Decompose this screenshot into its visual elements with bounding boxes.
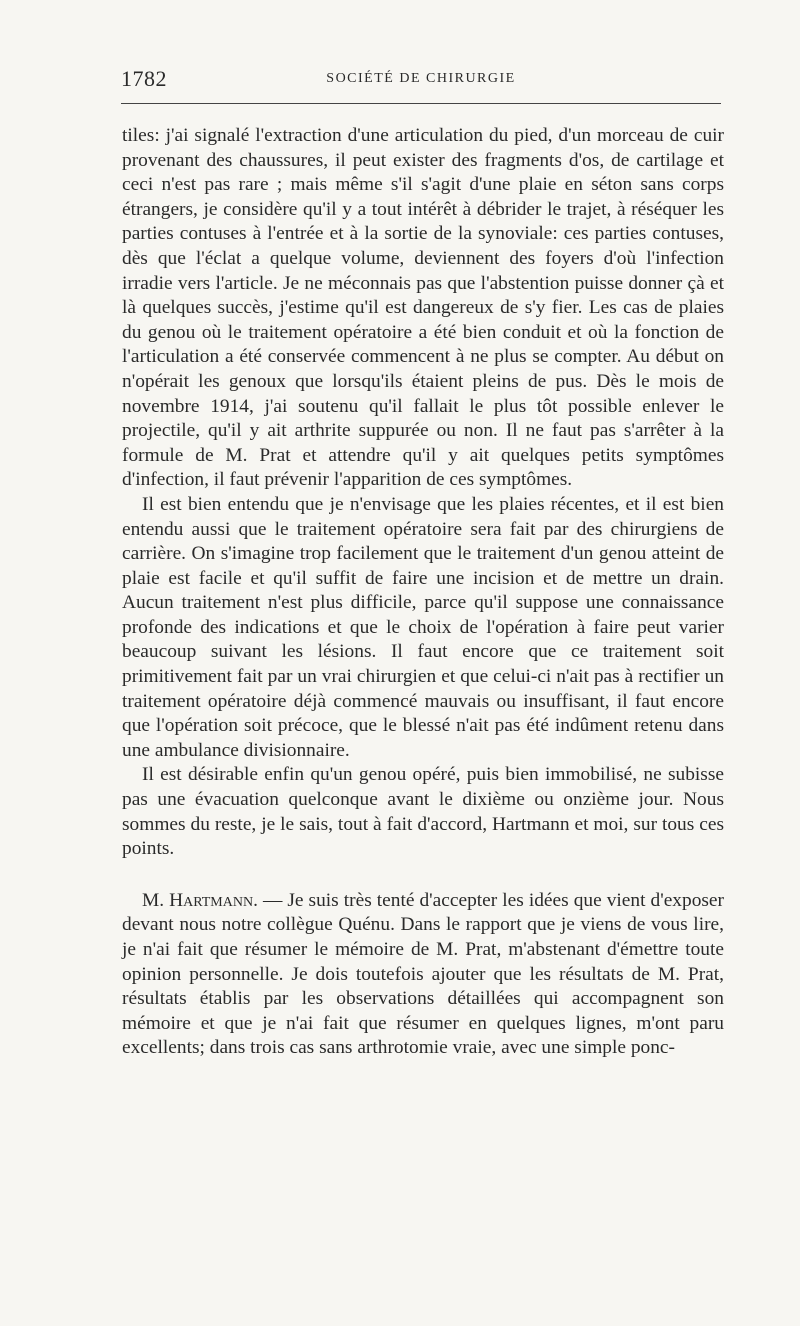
speaker-name: Hartmann (169, 889, 254, 911)
page-number: 1782 (121, 66, 167, 91)
header-rule (121, 103, 721, 104)
speaker-text: . — Je suis très tenté d'accepter les idées que vient d'exposer devant nous notre collègue Quénu. Dans le rapport que je viens de vous lire, je n'ai fait que résumer le mémoire de M. Prat, m'abstenant d'émettre toute opinion personnelle. Je dois toutefois ajouter que les résultats de M. Prat, résultats établis par les observations détaillées qui accompagnent son mémoire et que je n'ai fait que résumer en quelques lignes, m'ont paru excellents; dans trois cas sans arthrotomie vraie, avec une simple ponc- (122, 889, 724, 1059)
speaker-paragraph (122, 889, 724, 1061)
paragraph-continuation: tiles: j'ai signalé l'extraction d'une articulation du pied, d'un morceau de cuir provenant des chaussures, il peut exister des fragments d'os, de cartilage et ceci n'est pas rare ; mais même s'il s'agit d'une plaie en séton sans corps étrangers, je considère qu'il y a tout intérêt à débrider le trajet, à réséquer les parties contuses à l'entrée et à la sortie de la synoviale: ces parties contuses, dès que l'éclat a quelque volume, deviennent des foyers d'où l'infection irradie vers l'article. Je ne méconnais pas que l'abstention puisse donner çà et là quelques succès, j'estime qu'il est dangereux de s'y fier. Les cas de plaies du genou où le traitement opératoire a été bien conduit et où la fonction de l'articulation a été conservée commencent à ne plus se compter. Au début on n'opérait les genoux que lorsqu'ils étaient pleins de pus. Dès le mois de novembre 1914, j'ai soutenu qu'il fallait le plus tôt possible enlever le projectile, qu'il y ait arthrite suppurée ou non. Il ne faut pas s'arrêter à la formule de M. Prat et attendre qu'il y ait quelques petits symptômes d'infection, il faut prévenir l'apparition de ces symptômes. (122, 125, 724, 491)
page-header (121, 66, 721, 92)
speaker-prefix: M. (142, 889, 170, 911)
paragraph: Il est bien entendu que je n'envisage que les plaies récentes, et il est bien entendu aussi que le traitement opératoire sera fait par des chirurgiens de carrière. On s'imagine trop facilement que le traitement d'un genou atteint de plaie est facile et qu'il suffit de faire une incision et de mettre un drain. Aucun traitement n'est plus difficile, parce qu'il suppose une connaissance profonde des indications et que le choix de l'opération à faire peut varier beaucoup suivant les lésions. Il faut encore que ce traitement soit primitivement fait par un vrai chirurgien et que celui-ci n'ait pas à rectifier un traitement opératoire déjà commencé mauvais ou insuffisant, il faut encore que l'opération soit précoce, que le blessé n'ait pas été indûment retenu dans une ambulance divisionnaire. (122, 493, 724, 761)
body-text (122, 124, 724, 1061)
paragraph: Il est désirable enfin qu'un genou opéré, puis bien immobilisé, ne subisse pas une évacuation quelconque avant le dixième ou onzième jour. Nous sommes du reste, je le sais, tout à fait d'accord, Hartmann et moi, sur tous ces points. (122, 764, 724, 860)
running-title: SOCIÉTÉ DE CHIRURGIE (326, 71, 516, 86)
